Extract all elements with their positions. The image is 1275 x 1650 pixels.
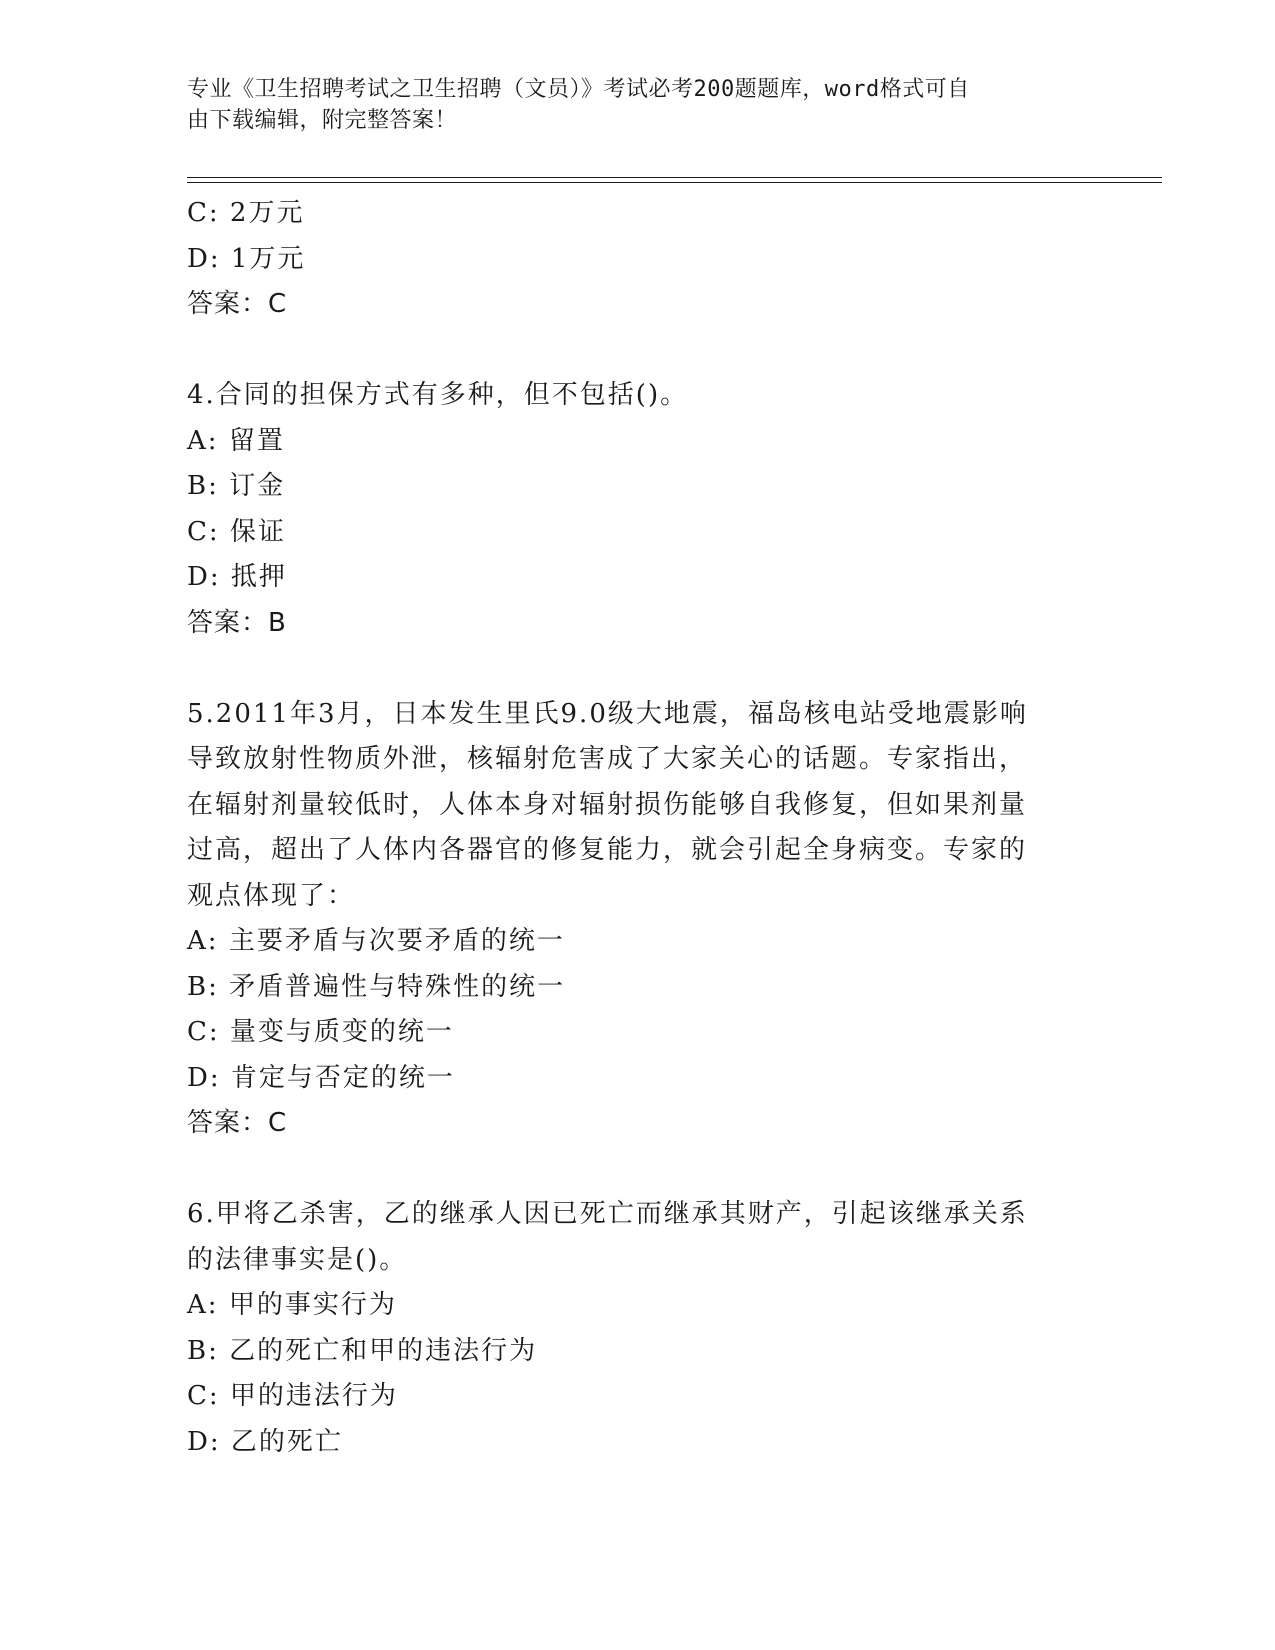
option-label: B: (187, 971, 219, 1002)
option-text: 量变与质变的统一 (229, 1017, 454, 1047)
option-line (187, 1329, 1067, 1375)
option-label: A: (187, 926, 219, 956)
option-line (187, 965, 1067, 1011)
question-text-line: 过高，超出了人体内各器官的修复能力，就会引起全身病变。专家的 (187, 835, 1028, 865)
option-label: C: (187, 1017, 220, 1047)
option-label: B: (187, 1335, 219, 1366)
answer-line: 答案：C (187, 1108, 288, 1138)
question-text-line: 的法律事实是()。 (187, 1244, 408, 1275)
option-text: 留置 (228, 425, 285, 456)
option-text: 矛盾普遍性与特殊性的统一 (229, 971, 566, 1002)
option-line (187, 1420, 1067, 1466)
option-text: 2万元 (229, 198, 305, 228)
option-text: 抵押 (230, 562, 287, 592)
option-label: B: (187, 471, 219, 501)
question-block-6 (187, 1192, 1067, 1465)
option-label: D: (187, 562, 221, 592)
option-label: D: (187, 1426, 221, 1457)
option-label: D: (187, 243, 221, 274)
option-line (187, 1283, 1067, 1329)
option-label: C: (187, 1381, 220, 1411)
option-text: 甲的违法行为 (229, 1381, 398, 1411)
option-line (187, 464, 1067, 510)
question-spacer (187, 328, 1067, 374)
question-text-line: 5.2011年3月，日本发生里氏9.0级大地震，福岛核电站受地震影响 (187, 698, 1028, 729)
option-text: 订金 (229, 471, 286, 501)
prev-question-block (187, 191, 1067, 328)
document-header (187, 74, 1067, 136)
header-divider-top (187, 177, 1162, 178)
option-line (187, 237, 1067, 283)
header-divider-bottom (187, 182, 1162, 183)
answer-line: 答案：B (187, 607, 287, 638)
question-text-line: 在辐射剂量较低时，人体本身对辐射损伤能够自我修复，但如果剂量 (187, 789, 1028, 820)
option-text: 乙的死亡 (230, 1426, 343, 1457)
option-line (187, 1010, 1067, 1056)
option-text: 乙的死亡和甲的违法行为 (229, 1335, 538, 1366)
question-spacer (187, 1147, 1067, 1193)
option-line (187, 419, 1067, 465)
option-line (187, 1374, 1067, 1420)
option-line (187, 1056, 1067, 1102)
option-label: C: (187, 516, 220, 547)
option-label: A: (187, 425, 219, 456)
question-block-4 (187, 373, 1067, 646)
option-line (187, 555, 1067, 601)
option-line (187, 919, 1067, 965)
question-spacer (187, 646, 1067, 692)
answer-line: 答案：C (187, 289, 288, 319)
option-text: 甲的事实行为 (228, 1290, 397, 1320)
option-text: 1万元 (230, 243, 306, 274)
option-label: C: (187, 198, 220, 228)
option-label: A: (187, 1290, 219, 1320)
option-line (187, 191, 1067, 237)
question-text-line: 4.合同的担保方式有多种，但不包括()。 (187, 380, 689, 410)
option-line (187, 510, 1067, 556)
header-title-line-2: 由下载编辑，附完整答案！ (187, 108, 458, 133)
option-label: D: (187, 1062, 221, 1093)
option-text: 保证 (229, 516, 286, 547)
question-text-line: 观点体现了： (187, 880, 356, 911)
question-block-5 (187, 692, 1067, 1147)
question-text-line: 6.甲将乙杀害，乙的继承人因已死亡而继承其财产，引起该继承关系 (187, 1199, 1028, 1229)
question-text-line: 导致放射性物质外泄，核辐射危害成了大家关心的话题。专家指出， (187, 744, 1028, 774)
option-text: 主要矛盾与次要矛盾的统一 (228, 926, 565, 956)
document-body (187, 191, 1067, 1465)
option-text: 肯定与否定的统一 (230, 1062, 455, 1093)
header-title-line-1: 专业《卫生招聘考试之卫生招聘（文员）》考试必考200题题库，word格式可自 (187, 77, 970, 102)
